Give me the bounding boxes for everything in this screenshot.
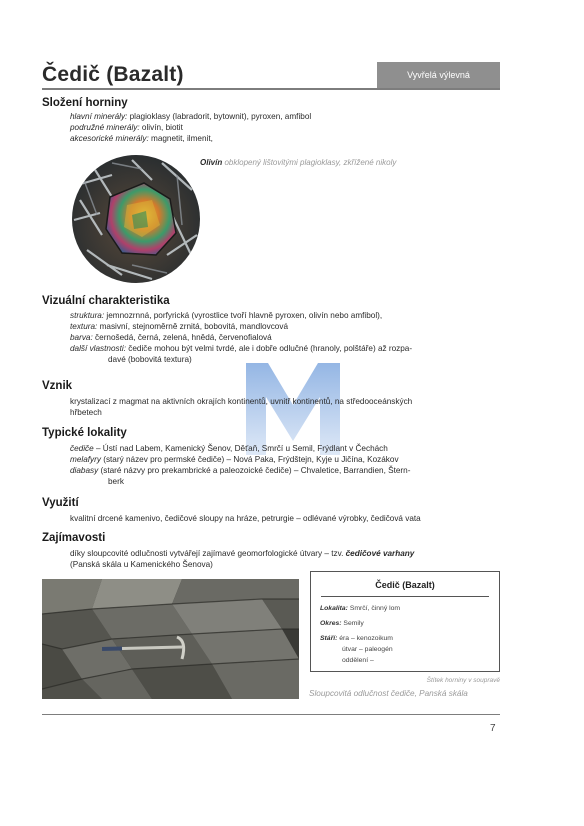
composition-main-label: hlavní minerály:: [70, 112, 128, 121]
visual-structure: [70, 310, 382, 321]
visual-other-label: další vlastnosti:: [70, 344, 126, 353]
localities-diabase-value: (staré názvy pro prekambrické a paleozoické čediče) – Chvaletice, Barrandien, Štern-: [98, 466, 411, 475]
localities-diabase: [70, 465, 410, 476]
visual-other-continuation: davé (bobovitá textura): [108, 355, 192, 364]
section-heading-visual: Vizuální charakteristika: [42, 295, 170, 307]
interesting-line-2: (Panská skála u Kamenického Šenova): [70, 560, 213, 569]
specimen-card-district-label: Okres:: [320, 620, 342, 627]
composition-accessory-label: akcesorické minerály:: [70, 134, 149, 143]
page-title: Čedič (Bazalt): [42, 63, 184, 86]
visual-color-value: černošedá, černá, zelená, hnědá, červenofialová: [92, 333, 272, 342]
basalt-columns-photo: [42, 579, 299, 699]
usage-text: kvalitní drcené kamenivo, čedičové sloupy na hráze, petrurgie – odlévané výrobky, čedičová vata: [70, 514, 421, 523]
localities-diabase-continuation: berk: [108, 477, 124, 486]
visual-structure-value: jemnozrnná, porfyrická (vyrostlice tvoří hlavně pyroxen, olivín nebo amfibol),: [104, 311, 383, 320]
specimen-card-title: Čedič (Bazalt): [375, 580, 435, 590]
localities-melaphyre-label: melafyry: [70, 455, 101, 464]
localities-basalt: [70, 443, 388, 454]
specimen-card-locality-label: Lokalita:: [320, 605, 348, 612]
interesting-line-1-text: díky sloupcovité odlučnosti vytvářejí zajímavé geomorfologické útvary – tzv.: [70, 549, 346, 558]
origin-line-1: krystalizací z magmat na aktivních okrajích kontinentů, uvnitř kontinentů, na středooceánských: [70, 397, 413, 406]
interesting-line-1-italic: čedičové varhany: [345, 549, 415, 558]
composition-accessory-value: magnetit, ilmenit,: [148, 134, 213, 143]
micrograph-caption: [200, 158, 396, 167]
specimen-card-age: [320, 634, 393, 643]
specimen-label-card: [310, 571, 500, 672]
localities-melaphyre-value: (starý název pro permské čediče) – Nová Paka, Frýdštejn, Kyje u Jičína, Kozákov: [100, 455, 399, 464]
composition-main: [70, 111, 311, 122]
visual-texture-value: masivní, stejnoměrně zrnitá, bobovitá, mandlovcová: [97, 322, 288, 331]
visual-texture-label: textura:: [70, 322, 98, 331]
section-heading-composition: Složení horniny: [42, 97, 128, 109]
origin-line-2: hřbetech: [70, 408, 102, 417]
visual-texture: [70, 321, 288, 332]
micrograph-caption-text: obklopený lištovitými plagioklasy, zkřížené nikoly: [222, 158, 397, 167]
section-heading-interesting: Zajímavosti: [42, 532, 106, 544]
page-number: 7: [490, 723, 496, 734]
specimen-card-age-era: éra – kenozoikum: [337, 635, 393, 642]
section-heading-usage: Využití: [42, 497, 79, 509]
localities-basalt-value: – Ústí nad Labem, Kamenický Šenov, Děťaň, Smrčí u Semil, Frýdlant v Čechách: [93, 444, 388, 453]
specimen-card-district-value: Semily: [341, 620, 364, 627]
specimen-card-age-epoch: oddělení –: [342, 657, 374, 664]
composition-secondary-value: olivín, biotit: [139, 123, 183, 132]
specimen-card-district: [320, 619, 364, 628]
composition-secondary-label: podružné minerály:: [70, 123, 140, 132]
composition-main-value: plagioklasy (labradorit, bytownit), pyroxen, amfibol: [127, 112, 312, 121]
specimen-card-locality: [320, 604, 400, 613]
bottom-divider: [42, 714, 500, 715]
visual-other-value: čediče mohou být velmi tvrdé, ale i dobře odlučné (hranoly, polštáře) až rozpa-: [125, 344, 413, 353]
localities-basalt-label: čediče: [70, 444, 94, 453]
visual-other: [70, 343, 412, 354]
specimen-card-locality-value: Smrčí, činný lom: [347, 605, 401, 612]
visual-color: [70, 332, 272, 343]
localities-melaphyre: [70, 454, 399, 465]
specimen-card-footer: Štítek horniny v soupravě: [426, 677, 500, 684]
micrograph-caption-bold: Olivín: [200, 158, 223, 167]
title-divider: [42, 88, 500, 90]
composition-accessory: [70, 133, 213, 144]
specimen-card-age-period: útvar – paleogén: [342, 646, 393, 653]
localities-diabase-label: diabasy: [70, 466, 99, 475]
micrograph-image: [72, 155, 200, 283]
visual-structure-label: struktura:: [70, 311, 105, 320]
section-heading-origin: Vznik: [42, 380, 73, 392]
photo-caption: Sloupcovitá odlučnost čediče, Panská skála: [309, 689, 468, 698]
specimen-card-age-label: Stáří:: [320, 635, 338, 642]
composition-secondary: [70, 122, 183, 133]
category-badge: Vyvřelá výlevná: [377, 62, 500, 89]
interesting-line-1: [70, 548, 414, 559]
visual-color-label: barva:: [70, 333, 93, 342]
specimen-card-divider: [321, 596, 489, 597]
section-heading-localities: Typické lokality: [42, 427, 127, 439]
